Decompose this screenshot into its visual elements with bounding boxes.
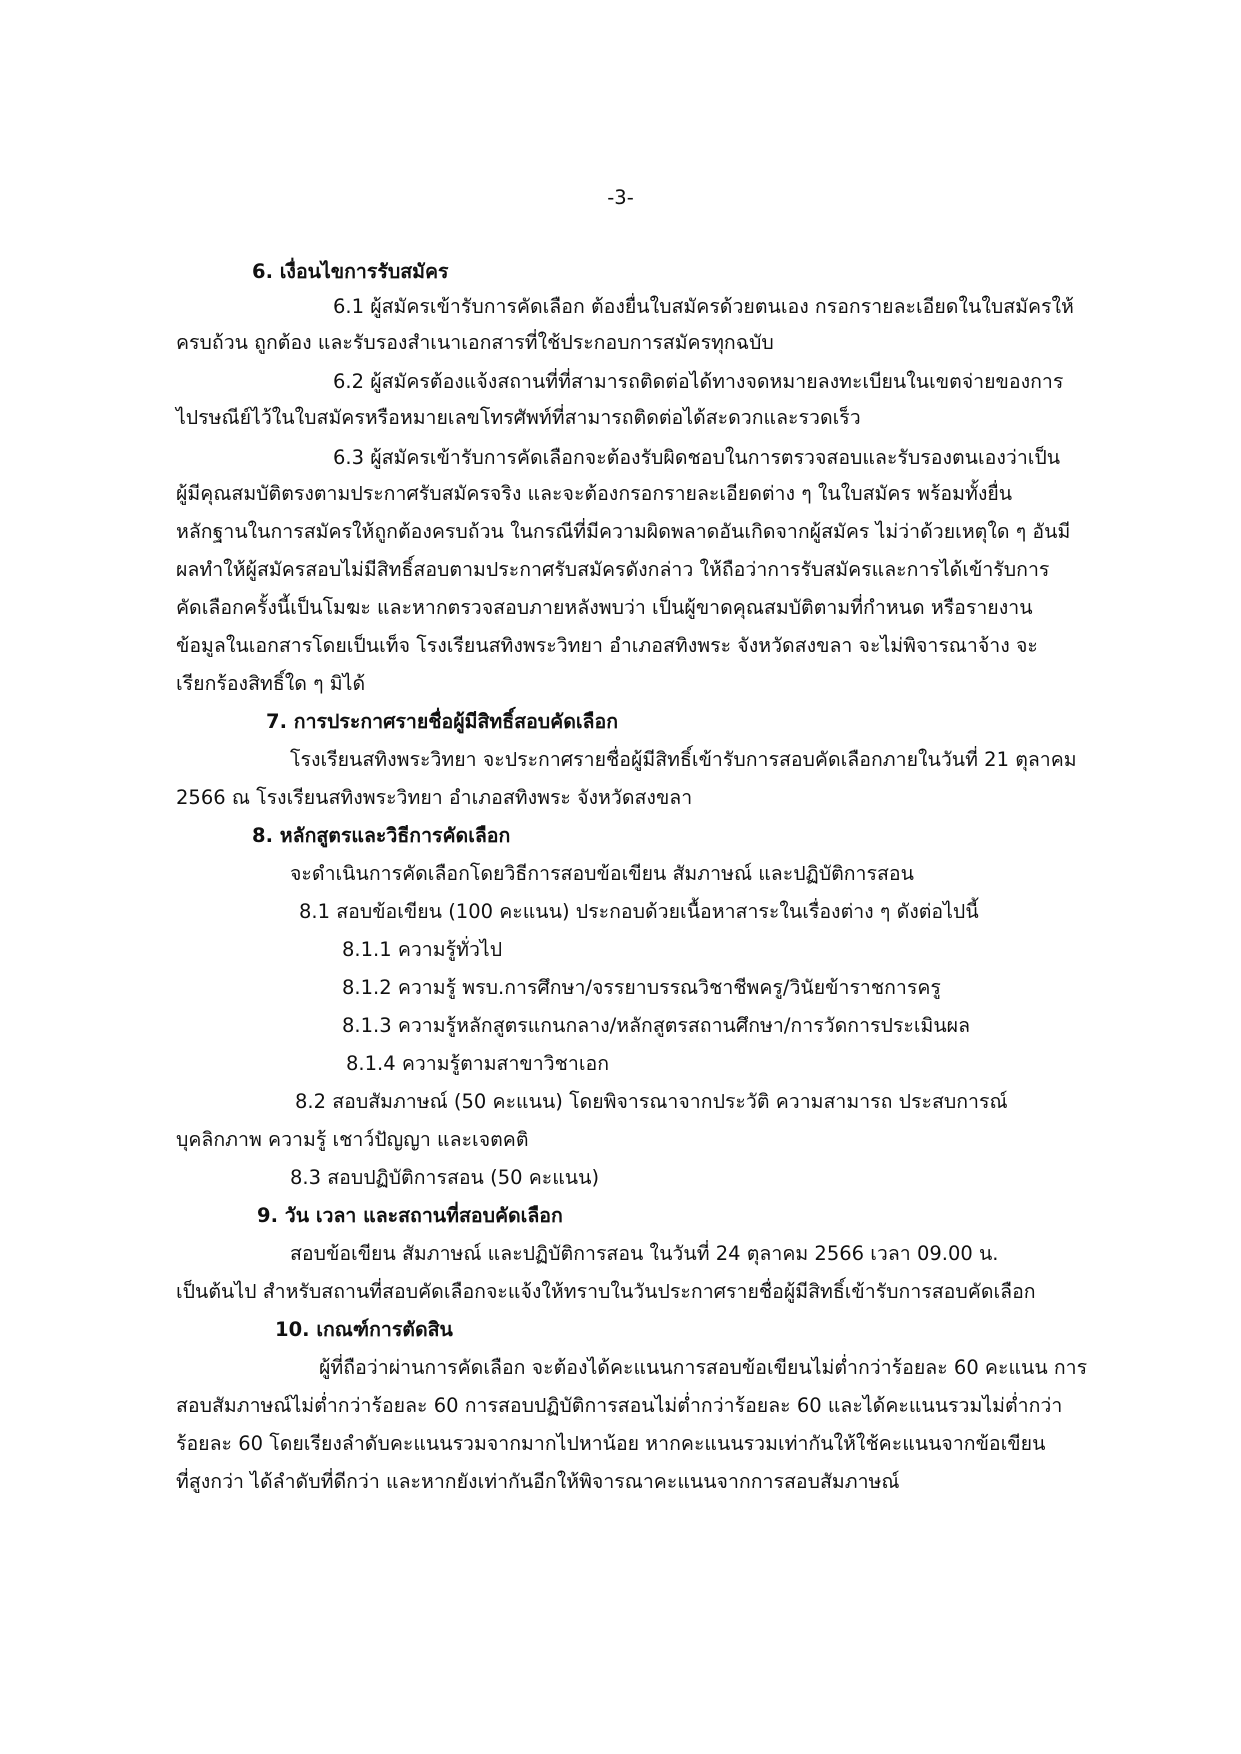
section-heading: 7. การประกาศรายชื่อผู้มีสิทธิ์สอบคัดเลือก <box>266 710 619 733</box>
section-heading: 10. เกณฑ์การตัดสิน <box>275 1318 453 1341</box>
paragraph-line: หลักฐานในการสมัครให้ถูกต้องครบถ้วน ในกรณีที่มีความผิดพลาดอันเกิดจากผู้สมัคร ไม่ว่าด้วยเหตุใด ๆ อันมี <box>176 520 1071 543</box>
list-item: 8.1.2 ความรู้ พรบ.การศึกษา/จรรยาบรรณวิชาชีพครู/วินัยข้าราชการครู <box>342 976 941 999</box>
paragraph-line: สอบสัมภาษณ์ไม่ต่ำกว่าร้อยละ 60 การสอบปฏิบัติการสอนไม่ต่ำกว่าร้อยละ 60 และได้คะแนนรวมไม่ต่ำกว่า <box>176 1394 1063 1417</box>
list-item: 8.1.1 ความรู้ทั่วไป <box>342 938 503 961</box>
paragraph-line: โรงเรียนสทิงพระวิทยา จะประกาศรายชื่อผู้มีสิทธิ์เข้ารับการสอบคัดเลือกภายในวันที่ 21 ตุลาคม <box>290 748 1077 771</box>
paragraph-line: บุคลิกภาพ ความรู้ เชาว์ปัญญา และเจตคติ <box>176 1128 529 1151</box>
paragraph-line: ข้อมูลในเอกสารโดยเป็นเท็จ โรงเรียนสทิงพระวิทยา อำเภอสทิงพระ จังหวัดสงขลา จะไม่พิจารณาจ้าง จะ <box>176 634 1038 657</box>
section-heading: 8. หลักสูตรและวิธีการคัดเลือก <box>252 824 511 847</box>
list-item: 8.1.4 ความรู้ตามสาขาวิชาเอก <box>346 1052 610 1075</box>
paragraph-line: ผลทำให้ผู้สมัครสอบไม่มีสิทธิ์สอบตามประกาศรับสมัครดังกล่าว ให้ถือว่าการรับสมัครและการได้เข้ารับการ <box>176 558 1050 581</box>
paragraph-line: ผู้มีคุณสมบัติตรงตามประกาศรับสมัครจริง และจะต้องกรอกรายละเอียดต่าง ๆ ในใบสมัคร พร้อมทั้งยื่น <box>176 482 1013 505</box>
paragraph-line: สอบข้อเขียน สัมภาษณ์ และปฏิบัติการสอน ในวันที่ 24 ตุลาคม 2566 เวลา 09.00 น. <box>290 1242 999 1265</box>
paragraph-line: 8.1 สอบข้อเขียน (100 คะแนน) ประกอบด้วยเนื้อหาสาระในเรื่องต่าง ๆ ดังต่อไปนี้ <box>299 900 979 923</box>
paragraph-line: 8.2 สอบสัมภาษณ์ (50 คะแนน) โดยพิจารณาจากประวัติ ความสามารถ ประสบการณ์ <box>295 1090 1008 1113</box>
paragraph-line: เป็นต้นไป สำหรับสถานที่สอบคัดเลือกจะแจ้งให้ทราบในวันประกาศรายชื่อผู้มีสิทธิ์เข้ารับการสอบคัดเลือก <box>176 1280 1036 1303</box>
paragraph-line: ที่สูงกว่า ได้ลำดับที่ดีกว่า และหากยังเท่ากันอีกให้พิจารณาคะแนนจากการสอบสัมภาษณ์ <box>176 1470 900 1493</box>
paragraph-line: เรียกร้องสิทธิ์ใด ๆ มิได้ <box>176 672 366 695</box>
paragraph-line: 2566 ณ โรงเรียนสทิงพระวิทยา อำเภอสทิงพระ จังหวัดสงขลา <box>176 786 693 809</box>
paragraph-line: ผู้ที่ถือว่าผ่านการคัดเลือก จะต้องได้คะแนนการสอบข้อเขียนไม่ต่ำกว่าร้อยละ 60 คะแนน การ <box>319 1356 1088 1379</box>
paragraph-line: 6.2 ผู้สมัครต้องแจ้งสถานที่ที่สามารถติดต่อได้ทางจดหมายลงทะเบียนในเขตจ่ายของการ <box>333 370 1064 393</box>
paragraph-line: คัดเลือกครั้งนี้เป็นโมฆะ และหากตรวจสอบภายหลังพบว่า เป็นผู้ขาดคุณสมบัติตามที่กำหนด หรือรายงาน <box>176 596 1033 619</box>
paragraph-line: ไปรษณีย์ไว้ในใบสมัครหรือหมายเลขโทรศัพท์ที่สามารถติดต่อได้สะดวกและรวดเร็ว <box>176 406 861 429</box>
paragraph-line: จะดำเนินการคัดเลือกโดยวิธีการสอบข้อเขียน สัมภาษณ์ และปฏิบัติการสอน <box>290 862 914 885</box>
paragraph-line: 8.3 สอบปฏิบัติการสอน (50 คะแนน) <box>290 1166 600 1189</box>
paragraph-line: ร้อยละ 60 โดยเรียงลำดับคะแนนรวมจากมากไปหาน้อย หากคะแนนรวมเท่ากันให้ใช้คะแนนจากข้อเขียน <box>176 1432 1046 1455</box>
paragraph-line: ครบถ้วน ถูกต้อง และรับรองสำเนาเอกสารที่ใช้ประกอบการสมัครทุกฉบับ <box>176 331 774 354</box>
section-heading: 6. เงื่อนไขการรับสมัคร <box>252 260 449 283</box>
paragraph-line: 6.3 ผู้สมัครเข้ารับการคัดเลือกจะต้องรับผิดชอบในการตรวจสอบและรับรองตนเองว่าเป็น <box>333 446 1061 469</box>
page-number: -3- <box>607 186 634 209</box>
paragraph-line: 6.1 ผู้สมัครเข้ารับการคัดเลือก ต้องยื่นใบสมัครด้วยตนเอง กรอกรายละเอียดในใบสมัครให้ <box>333 295 1074 318</box>
section-heading: 9. วัน เวลา และสถานที่สอบคัดเลือก <box>257 1204 563 1227</box>
list-item: 8.1.3 ความรู้หลักสูตรแกนกลาง/หลักสูตรสถานศึกษา/การวัดการประเมินผล <box>342 1014 971 1037</box>
